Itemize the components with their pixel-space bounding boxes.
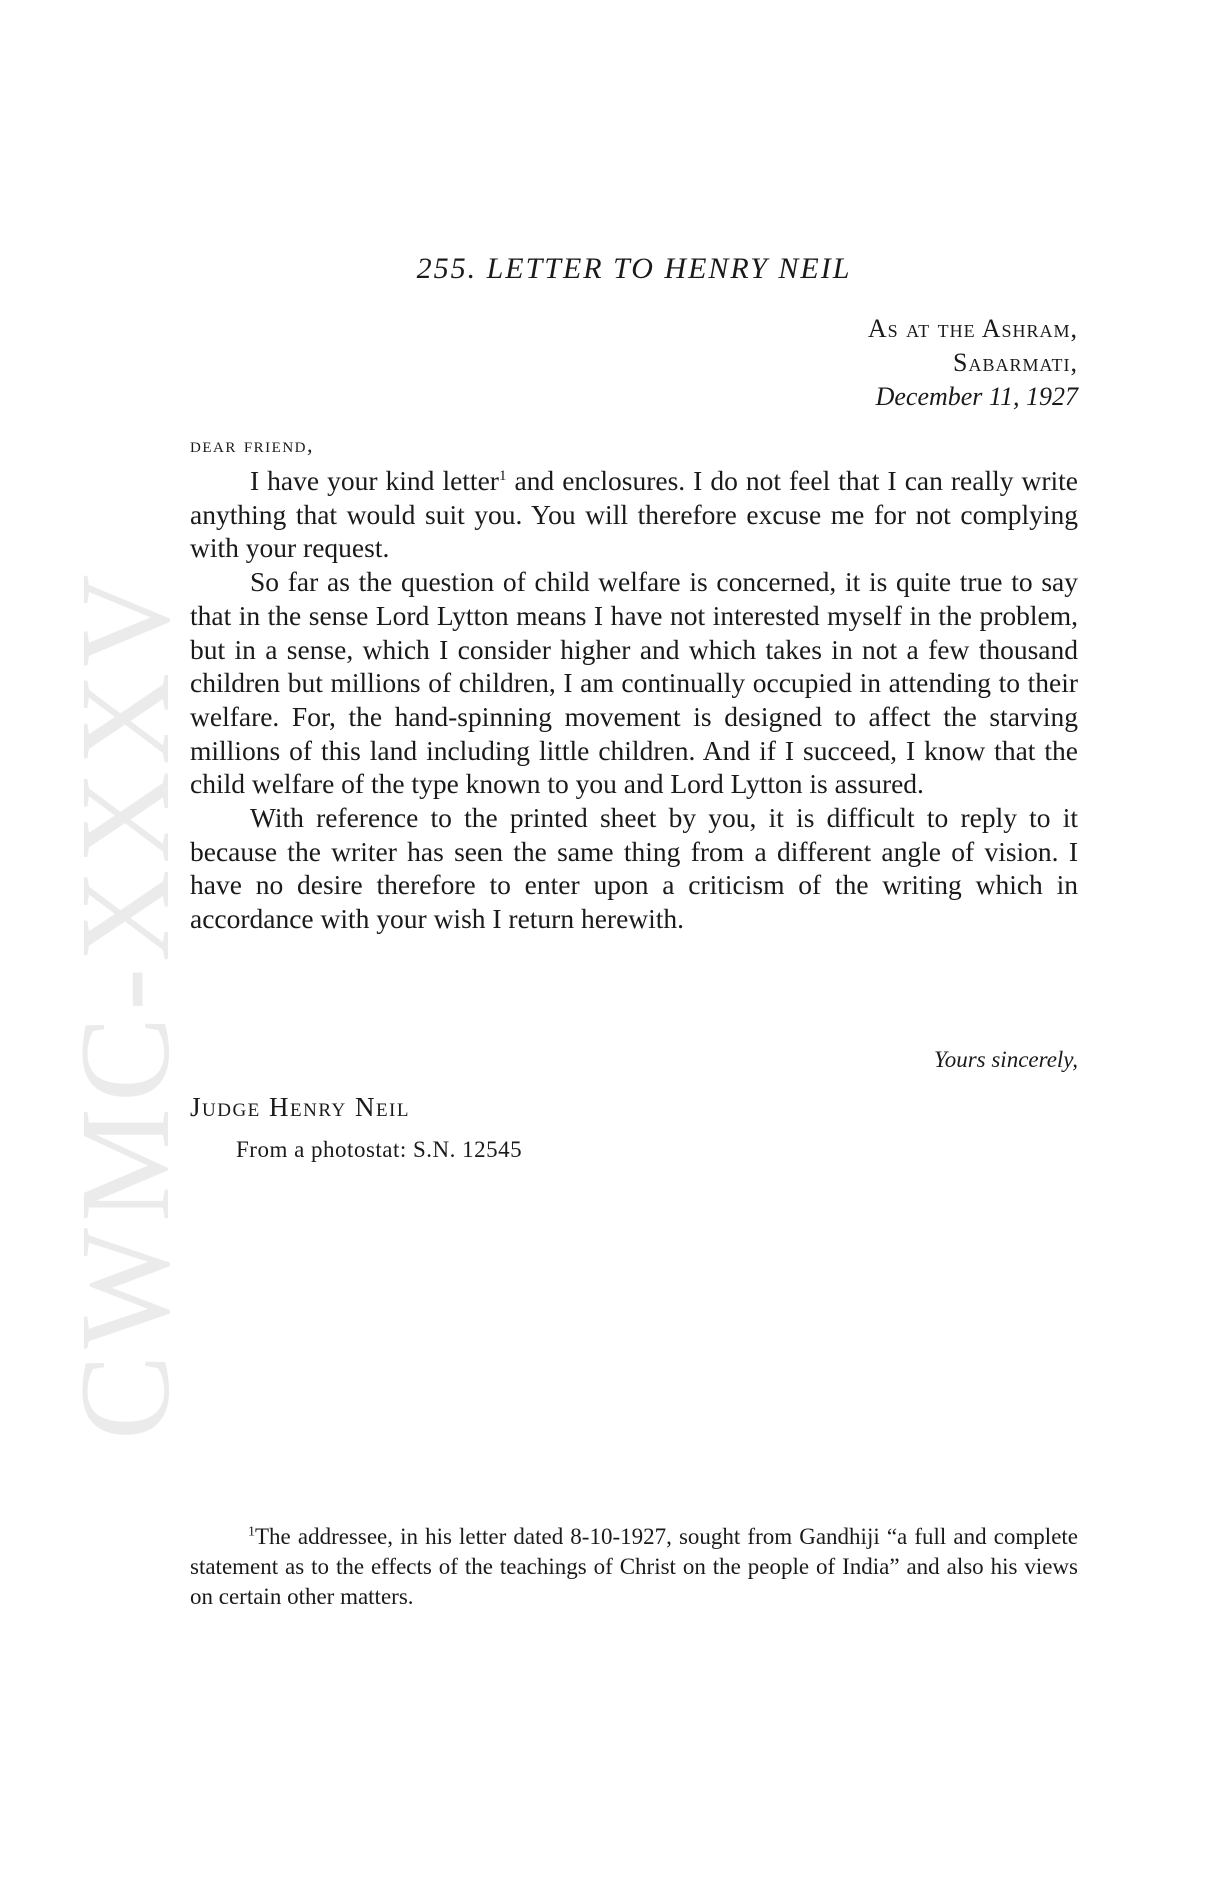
watermark: CWMC-XXXV — [54, 568, 196, 1440]
place-line-1: As at the Ashram, — [867, 314, 1078, 343]
paragraph-1-rest: and enclosures. I do not feel that I can really write anything that would suit you. You will therefore excuse me for not complying with your request. — [190, 465, 1079, 564]
letter-body — [190, 464, 1078, 936]
salutation: dear friend, — [190, 432, 315, 457]
addressee: Judge Henry Neil — [190, 1092, 410, 1122]
page-title: 255. LETTER TO HENRY NEIL — [416, 252, 852, 285]
letter-date: December 11, 1927 — [875, 382, 1078, 411]
paragraph-3: With reference to the printed sheet by you, it is difficult to reply to it because the writer has seen the same thing from a different angle of vision. I have no desire therefore to enter upon a criticism of the writing which in accordance with your wish I return herewith. — [190, 802, 1078, 935]
footnote-text — [190, 1522, 1078, 1612]
paragraph-1-start: I have your kind letter — [250, 465, 499, 496]
source-note: From a photostat: S.N. 12545 — [236, 1137, 523, 1162]
footnote-body: The addressee, in his letter dated 8-10-1927, sought from Gandhiji “a full and complete statement as to the effects of the teachings of Christ on the people of India” and also his views on certain other matters. — [190, 1524, 1078, 1609]
footnote-ref: 1 — [498, 467, 507, 484]
footnote — [190, 1522, 1078, 1612]
letter-place-block — [868, 312, 1078, 414]
paragraph-1 — [190, 464, 1078, 565]
place-line-2: Sabarmati, — [953, 348, 1078, 377]
paragraph-2: So far as the question of child welfare is concerned, it is quite true to say that in the sense Lord Lytton means I have not interested myself in the problem, but in a sense, which I consider higher and which takes in not a few thousand children but millions of children, I am continually occupied in attending to their welfare. For, the hand-spinning movement is designed to affect the starving millions of this land including little children. And if I succeed, I know that the child welfare of the type known to you and Lord Lytton is assured. — [190, 566, 1078, 800]
closing: Yours sincerely, — [934, 1047, 1078, 1072]
footnote-marker: 1 — [248, 1524, 255, 1540]
